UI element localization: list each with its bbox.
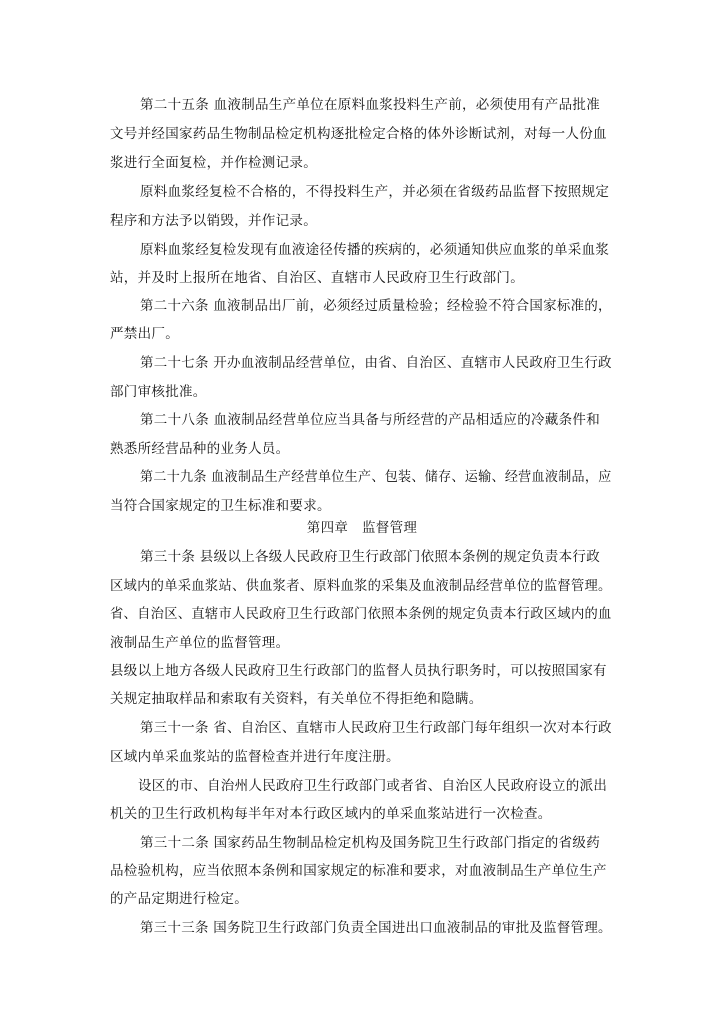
article-27-line-1: 第二十七条 开办血液制品经营单位，由省、自治区、直辖市人民政府卫生行政 [140, 355, 612, 371]
paragraph-line: 原料血浆经复检发现有血液途径传播的疾病的，必须通知供应血浆的单采血浆 [140, 242, 610, 258]
chapter-heading: 第四章 监督管理 [306, 520, 418, 536]
article-31-line-2: 区域内单采血浆站的监督检查并进行年度注册。 [110, 749, 400, 765]
paragraph-line: 关规定抽取样品和索取有关资料，有关单位不得拒绝和隐瞒。 [110, 691, 483, 707]
paragraph-line: 站，并及时上报所在地省、自治区、直辖市人民政府卫生行政部门。 [110, 270, 524, 286]
article-28-line-1: 第二十八条 血液制品经营单位应当具备与所经营的产品相适应的冷藏条件和 [140, 412, 600, 428]
article-25-line-3: 浆进行全面复检，并作检测记录。 [110, 155, 317, 171]
article-32-line-3: 的产品定期进行检定。 [110, 891, 248, 907]
paragraph-line: 程序和方法予以销毁，并作记录。 [110, 213, 317, 229]
article-30-line-4: 液制品生产单位的监督管理。 [110, 635, 290, 651]
article-30-line-1: 第三十条 县级以上各级人民政府卫生行政部门依照本条例的规定负责本行政 [140, 549, 600, 565]
article-27-line-2: 部门审核批准。 [110, 384, 207, 400]
article-26-line-1: 第二十六条 血液制品出厂前，必须经过质量检验；经检验不符合国家标准的， [140, 298, 612, 314]
paragraph-line: 设区的市、自治州人民政府卫生行政部门或者省、自治区人民政府设立的派出 [138, 778, 608, 794]
paragraph-line: 县级以上地方各级人民政府卫生行政部门的监督人员执行职务时，可以按照国家有 [110, 663, 607, 679]
article-29-line-1: 第二十九条 血液制品生产经营单位生产、包装、储存、运输、经营血液制品，应 [140, 469, 612, 485]
article-32-line-1: 第三十二条 国家药品生物制品检定机构及国务院卫生行政部门指定的省级药 [140, 835, 600, 851]
article-26-line-2: 严禁出厂。 [110, 326, 179, 342]
article-29-line-2: 当符合国家规定的卫生标准和要求。 [110, 498, 331, 514]
article-30-line-2: 区域内的单采血浆站、供血浆者、原料血浆的采集及血液制品经营单位的监督管理。 [110, 578, 612, 594]
article-30-line-3: 省、自治区、直辖市人民政府卫生行政部门依照本条例的规定负责本行政区域内的血 [110, 606, 612, 622]
article-31-line-1: 第三十一条 省、自治区、直辖市人民政府卫生行政部门每年组织一次对本行政 [140, 720, 612, 736]
article-33-line-1: 第三十三条 国务院卫生行政部门负责全国进出口血液制品的审批及监督管理。 [140, 920, 612, 936]
paragraph-line: 机关的卫生行政机构每半年对本行政区域内的单采血浆站进行一次检查。 [110, 806, 552, 822]
article-25-line-1: 第二十五条 血液制品生产单位在原料血浆投料生产前，必须使用有产品批准 [140, 97, 600, 113]
article-25-line-2: 文号并经国家药品生物制品检定机构逐批检定合格的体外诊断试剂，对每一人份血 [110, 126, 607, 142]
article-32-line-2: 品检验机构，应当依照本条例和国家规定的标准和要求，对血液制品生产单位生产 [110, 863, 607, 879]
article-28-line-2: 熟悉所经营品种的业务人员。 [110, 441, 290, 457]
paragraph-line: 原料血浆经复检不合格的，不得投料生产，并必须在省级药品监督下按照规定 [140, 184, 610, 200]
